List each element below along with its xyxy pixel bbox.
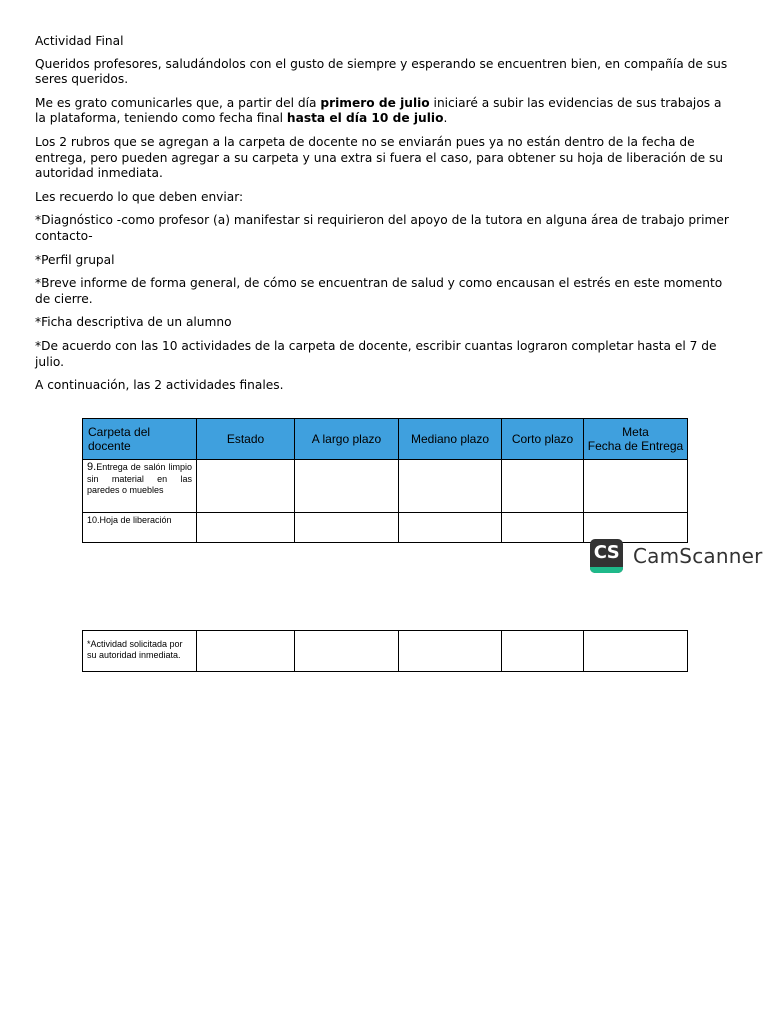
table-cell [295,513,399,543]
row-number: 9. [87,461,97,473]
header-largo-plazo: A largo plazo [295,419,399,460]
header-corto-plazo: Corto plazo [502,419,584,460]
table-cell [295,631,399,672]
row-label [83,460,197,513]
table-row [83,460,688,513]
rubros-paragraph: Los 2 rubros que se agregan a la carpeta de docente no se enviarán pues ya no están dentro de la fecha de entrega, pero pueden agregar a su carpeta y una extra si fuera el caso, para obtener su hoja de liberación de su autoridad inmediata. [35,134,724,181]
announcement-end-date: hasta el día 10 de julio [286,111,444,126]
list-item: *Ficha descriptiva de un alumno [35,315,232,330]
letter-body [35,34,735,402]
activities-table [82,418,688,543]
table-cell [399,513,502,543]
table-row [83,513,688,543]
header-meta-label: Meta [622,425,649,439]
announcement-text-1: Me es grato comunicarles que, a partir del día [35,95,321,110]
row-label-text: Entrega de salón limpio sin material en las paredes o muebles [87,462,192,495]
extra-activity-table [82,630,688,672]
reminder-intro: Les recuerdo lo que deben enviar: [35,189,244,204]
table-row [83,631,688,672]
table-cell [502,631,584,672]
camscanner-name: CamScanner [633,544,763,568]
row-label: 10.Hoja de liberación [83,513,197,543]
list-item: *Perfil grupal [35,252,115,267]
table-cell [584,631,688,672]
announcement-text-2: iniciaré a subir las evidencias de sus trabajos a la plataforma, teniendo como fecha final [35,95,722,126]
table-cell [502,460,584,513]
list-item: *De acuerdo con las 10 actividades de la carpeta de docente, escribir cuantas lograron completar hasta el 7 de julio. [35,338,717,369]
table-cell [295,460,399,513]
header-estado: Estado [197,419,295,460]
table-cell [197,631,295,672]
table-cell [197,513,295,543]
document-title: Actividad Final [35,34,124,48]
camscanner-watermark [590,539,763,573]
table-cell [584,460,688,513]
header-meta [584,419,688,460]
table-cell [584,513,688,543]
list-item: *Diagnóstico -como profesor (a) manifestar si requirieron del apoyo de la tutora en alguna área de trabajo primer contacto- [35,213,729,243]
announcement-paragraph [35,96,735,127]
header-mediano-plazo: Mediano plazo [399,419,502,460]
greeting-paragraph: Queridos profesores, saludándolos con el gusto de siempre y esperando se encuentren bien, en compañía de sus seres queridos. [35,56,728,87]
closing-paragraph: A continuación, las 2 actividades finales. [35,378,284,393]
camscanner-logo-text: CS [593,542,620,563]
table-cell [399,460,502,513]
header-fecha-label: Fecha de Entrega [587,439,684,453]
table-cell [399,631,502,672]
camscanner-logo-icon [590,539,623,573]
announcement-text-3: . [443,111,448,126]
announcement-start-date: primero de julio [320,95,430,110]
row-label: *Actividad solicitada por su autoridad inmediata. [83,631,197,672]
header-carpeta: Carpeta del docente [83,419,197,460]
list-item: *Breve informe de forma general, de cómo se encuentran de salud y como encausan el estrés en este momento de cierre. [35,276,723,306]
camscanner-logo-stripe [590,567,623,573]
table-cell [502,513,584,543]
table-header-row [83,419,688,460]
table-cell [197,460,295,513]
